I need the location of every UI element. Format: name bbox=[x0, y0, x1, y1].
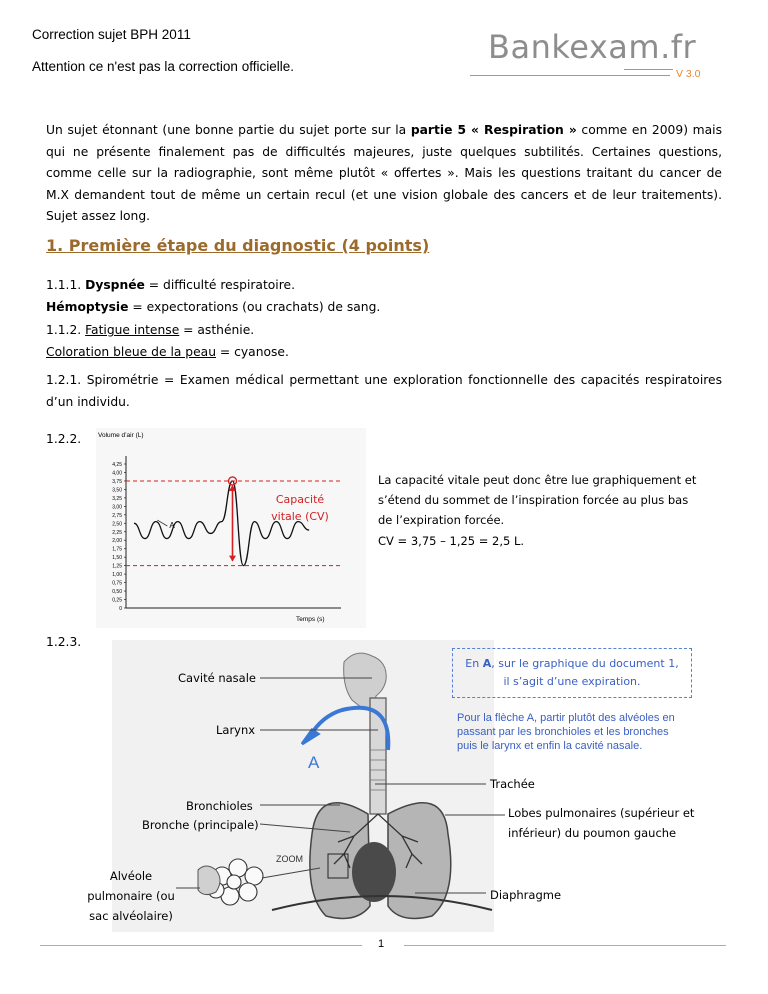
y-tick-label: 2,50 bbox=[112, 521, 122, 528]
q121-line-1: 1.2.1. Spirométrie = Examen médical permettant une exploration fonctionnelle des capacités respiratoires bbox=[46, 373, 722, 387]
logo-line-right bbox=[624, 69, 673, 81]
label-bronchioles: Bronchioles bbox=[186, 799, 253, 813]
label-cavite-nasale: Cavité nasale bbox=[178, 671, 256, 685]
q123-number: 1.2.3. bbox=[46, 635, 82, 649]
intro-paragraph bbox=[46, 120, 722, 228]
q112-line-1: 1.1.2. Fatigue intense = asthénie. bbox=[46, 323, 255, 337]
y-tick-label: 3,50 bbox=[112, 487, 122, 494]
chart-background bbox=[96, 428, 366, 628]
q112-line-2: Coloration bleue de la peau = cyanose. bbox=[46, 344, 289, 359]
page-number: 1 bbox=[378, 938, 385, 950]
q111-line-2: Hémoptysie = expectorations (ou crachats) de sang. bbox=[46, 299, 381, 314]
y-tick-label: 2,25 bbox=[112, 529, 122, 536]
alveolus-detail bbox=[198, 866, 220, 895]
arrow-a-label: A bbox=[308, 753, 320, 772]
zoom-label: ZOOM bbox=[276, 854, 303, 864]
y-tick-label: 3,25 bbox=[112, 495, 122, 502]
warning-note: Attention ce n'est pas la correction officielle. bbox=[32, 59, 294, 74]
logo-text: Bankexam.fr bbox=[488, 28, 697, 66]
logo bbox=[470, 28, 736, 86]
cv-label: Capacité vitale (CV) bbox=[271, 493, 329, 523]
y-tick-label: 1,25 bbox=[112, 563, 122, 570]
x-axis-title: Temps (s) bbox=[296, 616, 325, 623]
intro-line-3: comme celle sur la radiographie, sont même plutôt « offertes ». Mais les questions traitant du cancer de bbox=[46, 166, 722, 180]
y-tick-label: 1,50 bbox=[112, 555, 122, 562]
y-tick-label: 4,25 bbox=[112, 462, 122, 468]
q121 bbox=[46, 370, 722, 413]
intro-line-1: Un sujet étonnant (une bonne partie du sujet porte sur la partie 5 « Respiration » comme en 2009) mais bbox=[46, 123, 722, 137]
heart-shape bbox=[352, 842, 396, 902]
q111 bbox=[46, 275, 722, 318]
y-tick-label: 2,00 bbox=[112, 538, 122, 545]
label-diaphragme: Diaphragme bbox=[490, 888, 562, 902]
intro-line-5: Sujet assez long. bbox=[46, 209, 151, 223]
y-tick-label: 3,75 bbox=[112, 478, 122, 485]
y-tick-label: 0,75 bbox=[112, 580, 122, 587]
intro-line-4: M.X demandent tout de même un certain recul (et une vision globale des cancers et de leur traitements). bbox=[46, 187, 722, 202]
y-tick-label: 2,75 bbox=[112, 512, 122, 519]
document-title: Correction sujet BPH 2011 bbox=[32, 27, 191, 42]
y-tick-label: 0,50 bbox=[112, 589, 122, 596]
q121-line-2: d’un individu. bbox=[46, 394, 130, 409]
footer-line-right bbox=[404, 945, 726, 946]
logo-version: V 3.0 bbox=[676, 68, 701, 80]
label-alveole: Alvéole pulmonaire (ou sac alvéolaire) bbox=[87, 869, 175, 923]
cv-explanation: La capacité vitale peut donc être lue graphiquement et s’étend du sommet de l’inspiration forcée au plus bas de l’expiration forcée. bbox=[378, 473, 697, 527]
y-tick-label: 1,75 bbox=[112, 546, 122, 553]
q112 bbox=[46, 320, 722, 363]
y-axis-title: Volume d’air (L) bbox=[98, 432, 144, 439]
section-title: 1. Première étape du diagnostic (4 points) bbox=[46, 236, 430, 255]
q111-line-1: 1.1.1. Dyspnée = difficulté respiratoire. bbox=[46, 278, 295, 292]
point-a-label: A bbox=[169, 521, 175, 531]
arrow-a-note: Pour la flèche A, partir plutôt des alvéoles en passant par les bronchioles et les bronches puis le larynx et enfin la cavité nasale. bbox=[457, 712, 675, 752]
label-lobes: Lobes pulmonaires (supérieur et inférieur) du poumon gauche bbox=[508, 806, 695, 840]
label-bronche: Bronche (principale) bbox=[142, 818, 259, 832]
cv-result: CV = 3,75 – 1,25 = 2,5 L. bbox=[378, 534, 525, 548]
y-tick-label: 0 bbox=[119, 606, 122, 612]
label-trachee: Trachée bbox=[490, 777, 535, 791]
y-tick-label: 1,00 bbox=[112, 572, 122, 579]
intro-line-2: qui ne présente finalement pas de difficultés majeures, juste quelques subtilités. Certaines questions, bbox=[46, 144, 722, 159]
label-larynx: Larynx bbox=[216, 723, 256, 737]
expiration-callout: En A, sur le graphique du document 1, il s’agit d’une expiration. bbox=[452, 648, 692, 698]
y-tick-label: 3,00 bbox=[112, 504, 122, 511]
q122-number: 1.2.2. bbox=[46, 432, 82, 446]
y-tick-label: 4,00 bbox=[112, 470, 122, 477]
footer-line-left bbox=[40, 945, 362, 946]
y-tick-label: 0,25 bbox=[112, 597, 122, 604]
spirometry-chart bbox=[96, 428, 366, 628]
